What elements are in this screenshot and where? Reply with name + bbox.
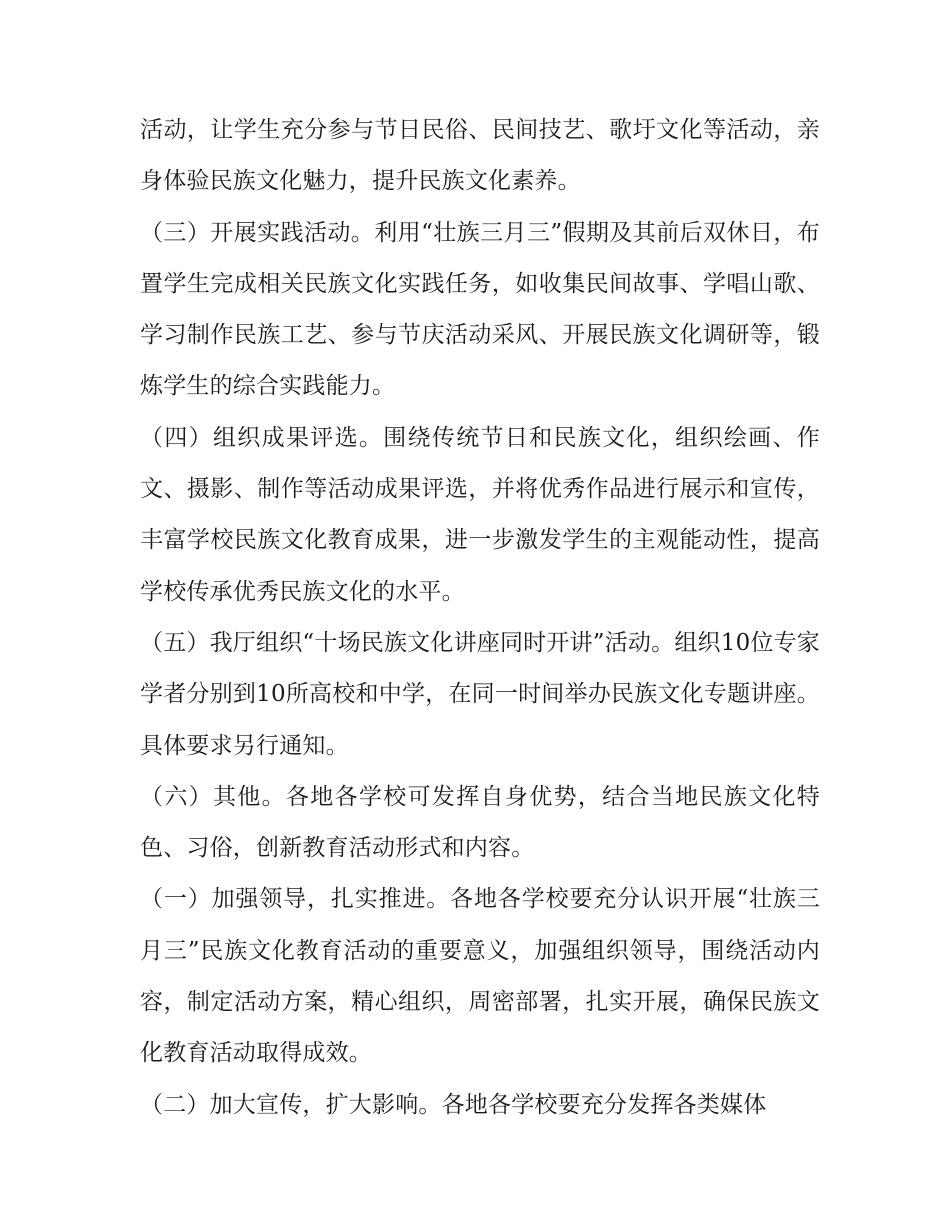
paragraph-lecture-series: （五）我厅组织“十场民族文化讲座同时开讲”活动。组织10位专家学者分别到10所高校和中学，在同一时间举办民族文化专题讲座。具体要求另行通知。: [140, 629, 820, 759]
paragraph-leadership: （一）加强领导，扎实推进。各地各学校要充分认识开展“壮族三月三”民族文化教育活动的重要意义，加强组织领导，围绕活动内容，制定活动方案，精心组织，周密部署，扎实开展，确保民族文化教育活动取得成效。: [140, 886, 820, 1067]
paragraph-publicity: （二）加大宣传，扩大影响。各地各学校要充分发挥各类媒体: [140, 1091, 767, 1118]
paragraph-achievement-selection: （四）组织成果评选。围绕传统节日和民族文化，组织绘画、作文、摄影、制作等活动成果评选，并将优秀作品进行展示和宣传，丰富学校民族文化教育成果，进一步激发学生的主观能动性，提高学校传承优秀民族文化的水平。: [140, 424, 820, 605]
paragraph-other: （六）其他。各地各学校可发挥自身优势，结合当地民族文化特色、习俗，创新教育活动形式和内容。: [140, 783, 820, 862]
paragraph-practice-activities: （三）开展实践活动。利用“壮族三月三”假期及其前后双休日，布置学生完成相关民族文化实践任务，如收集民间故事、学唱山歌、学习制作民族工艺、参与节庆活动采风、开展民族文化调研等，锻炼学生的综合实践能力。: [140, 219, 820, 400]
document-body: [140, 105, 820, 1131]
paragraph-activity-continuation: 活动，让学生充分参与节日民俗、民间技艺、歌圩文化等活动，亲身体验民族文化魅力，提升民族文化素养。: [140, 117, 820, 195]
